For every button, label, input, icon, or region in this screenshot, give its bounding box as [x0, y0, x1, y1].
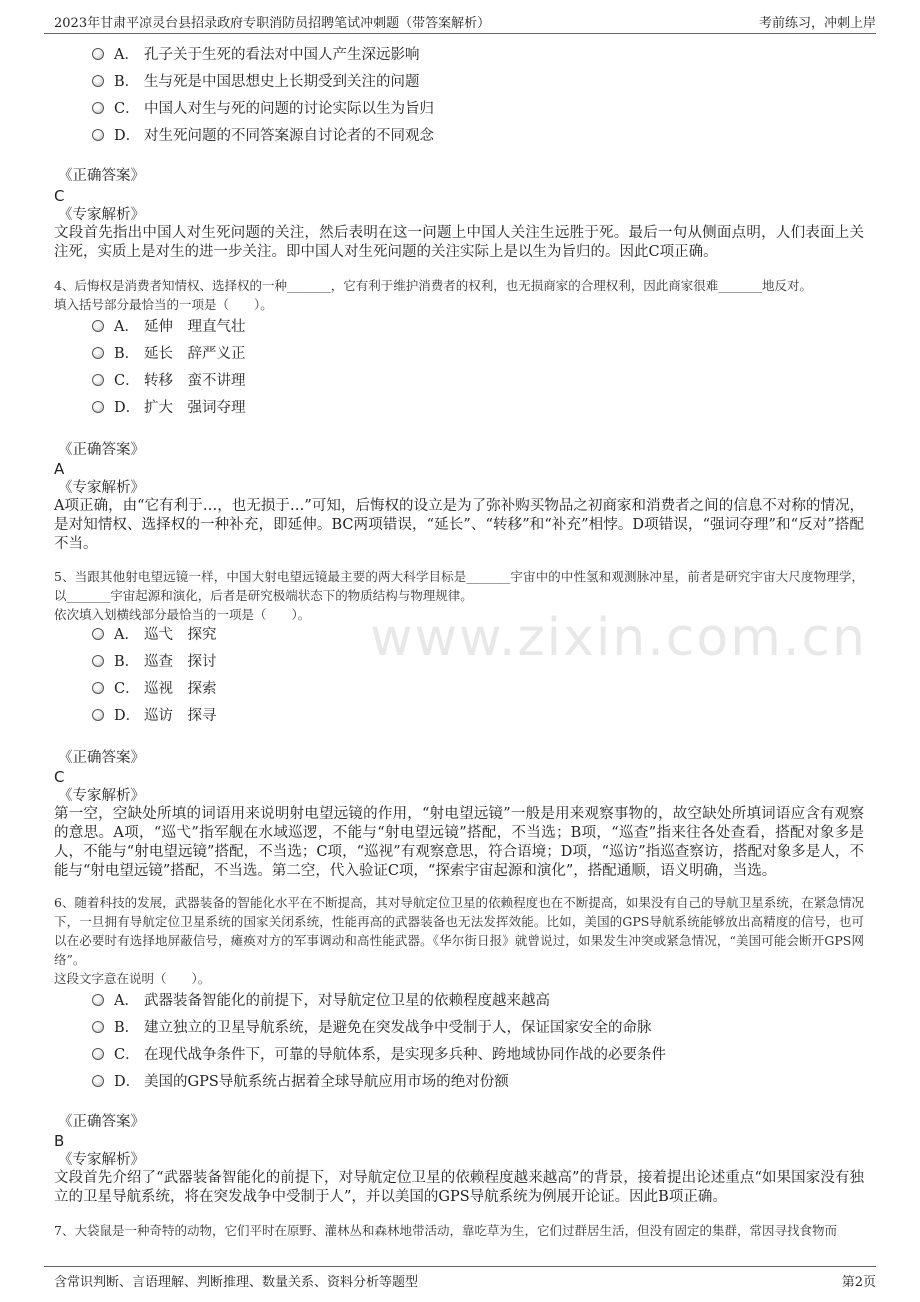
- radio-icon[interactable]: [92, 682, 104, 694]
- radio-icon[interactable]: [92, 1075, 104, 1087]
- question-stem: 7、大袋鼠是一种奇特的动物，它们平时在原野、灌林丛和森林地带活动，靠吃草为生，它们过群居生活，但没有固定的集群，常因寻找食物而: [54, 1223, 837, 1238]
- question-prompt: 依次填入划横线部分最恰当的一项是（ ）。: [54, 607, 311, 622]
- analysis-label: 《专家解析》: [58, 1152, 145, 1168]
- question-prompt: 填入括号部分最恰当的一项是（ ）。: [54, 297, 273, 312]
- header-divider: [44, 33, 876, 34]
- analysis-label: 《专家解析》: [58, 207, 145, 223]
- answer-value: A: [54, 460, 65, 478]
- radio-icon[interactable]: [92, 709, 104, 721]
- radio-icon[interactable]: [92, 320, 104, 332]
- option-d[interactable]: D． 扩大 强词夺理: [92, 395, 246, 421]
- analysis-text: 文段首先介绍了“武器装备智能化的前提下，对导航定位卫星的依赖程度越来越高”的背景，接着提出论述重点“如果国家没有独立的卫星导航系统，将在突发战争中受制于人”，并以美国的GPS导航系统为例展开论证。因此B项正确。: [54, 1170, 864, 1205]
- answer-value: C: [54, 187, 65, 205]
- option-b[interactable]: B． 建立独立的卫星导航系统，是避免在突发战争中受制于人，保证国家安全的命脉: [92, 1015, 652, 1041]
- page-number: 第2页: [841, 1275, 876, 1290]
- option-c[interactable]: C． 中国人对生与死的问题的讨论实际以生为旨归: [92, 96, 434, 122]
- question-stem: 5、当跟其他射电望远镜一样，中国大射电望远镜最主要的两大科学目标是_______宇宙中的中性氢和观测脉冲星，前者是研究宇宙大尺度物理学，以_______宇宙起源和演化，后者是研究极端状态下的物质结构与物理规律。: [54, 569, 864, 603]
- option-d[interactable]: D． 巡访 探寻: [92, 703, 217, 729]
- document-title: 2023年甘肃平凉灵台县招录政府专职消防员招聘笔试冲刺题（带答案解析）: [54, 16, 491, 31]
- option-b[interactable]: B． 延长 辞严义正: [92, 341, 246, 367]
- watermark: www.zixin.com.cn: [370, 608, 867, 668]
- radio-icon[interactable]: [92, 102, 104, 114]
- radio-icon[interactable]: [92, 347, 104, 359]
- option-c[interactable]: C． 转移 蛮不讲理: [92, 368, 246, 394]
- radio-icon[interactable]: [92, 1048, 104, 1060]
- question-stem: 6、随着科技的发展，武器装备的智能化水平在不断提高，其对导航定位卫星的依赖程度也在不断提高，如果没有自己的导航卫星系统，在紧急情况下，一旦拥有导航定位卫星系统的国家关闭系统，性能再高的武器装备也无法发挥效能。比如，美国的GPS导航系统能够放出高精度的信号，也可以在必要时有选择地屏蔽信号，瘫痪对方的军事调动和高性能武器。《华尔街日报》就曾说过，如果发生冲突或紧急情况，“美国可能会断开GPS网络”。: [54, 895, 864, 967]
- analysis-text: 文段首先指出中国人对生死问题的关注，然后表明在这一问题上中国人关注生远胜于死。最后一句从侧面点明，人们表面上关注死，实质上是对生的进一步关注。即中国人对生死问题的关注实际上是以生为旨归的。因此C项正确。: [54, 225, 864, 260]
- radio-icon[interactable]: [92, 401, 104, 413]
- option-a[interactable]: A． 武器装备智能化的前提下，对导航定位卫星的依赖程度越来越高: [92, 988, 550, 1014]
- option-a[interactable]: A． 延伸 理直气壮: [92, 314, 246, 340]
- radio-icon[interactable]: [92, 374, 104, 386]
- option-c[interactable]: C． 巡视 探索: [92, 676, 217, 702]
- page-header: [54, 12, 876, 32]
- answer-value: B: [54, 1132, 65, 1150]
- option-d[interactable]: D． 美国的GPS导航系统占据着全球导航应用市场的绝对份额: [92, 1069, 509, 1095]
- option-c[interactable]: C． 在现代战争条件下，可靠的导航体系，是实现多兵种、跨地域协同作战的必要条件: [92, 1042, 666, 1068]
- radio-icon[interactable]: [92, 628, 104, 640]
- radio-icon[interactable]: [92, 1021, 104, 1033]
- answer-value: C: [54, 768, 65, 786]
- option-b[interactable]: B． 生与死是中国思想史上长期受到关注的问题: [92, 69, 420, 95]
- radio-icon[interactable]: [92, 655, 104, 667]
- option-b[interactable]: B． 巡查 探讨: [92, 649, 217, 675]
- answer-label: 《正确答案》: [58, 442, 145, 458]
- answer-label: 《正确答案》: [58, 168, 145, 184]
- option-d[interactable]: D． 对生死问题的不同答案源自讨论者的不同观念: [92, 123, 434, 149]
- radio-icon[interactable]: [92, 48, 104, 60]
- question-prompt: 这段文字意在说明（ ）。: [54, 971, 211, 986]
- analysis-label: 《专家解析》: [58, 480, 145, 496]
- radio-icon[interactable]: [92, 75, 104, 87]
- header-slogan: 考前练习，冲刺上岸: [758, 16, 876, 31]
- analysis-label: 《专家解析》: [58, 788, 145, 804]
- answer-label: 《正确答案》: [58, 750, 145, 766]
- option-a[interactable]: A． 巡弋 探究: [92, 622, 217, 648]
- answer-label: 《正确答案》: [58, 1114, 145, 1130]
- analysis-text: A项正确，由“它有利于…，也无损于…”可知，后悔权的设立是为了弥补购买物品之初商家和消费者之间的信息不对称的情况，是对知情权、选择权的一种补充，即延伸。BC两项错误，“延长”、“转移”和“补充”相悖。D项错误，“强词夺理”和“反对”搭配不当。: [54, 498, 864, 552]
- radio-icon[interactable]: [92, 994, 104, 1006]
- radio-icon[interactable]: [92, 129, 104, 141]
- option-a[interactable]: A． 孔子关于生死的看法对中国人产生深远影响: [92, 42, 420, 68]
- footer-topics: 含常识判断、言语理解、判断推理、数量关系、资料分析等题型: [54, 1275, 419, 1290]
- analysis-text: 第一空，空缺处所填的词语用来说明射电望远镜的作用，“射电望远镜”一般是用来观察事物的，故空缺处所填词语应含有观察的意思。A项，“巡弋”指军舰在水域巡逻，不能与“射电望远镜”搭配，不当选；B项，“巡查”指来往各处查看，搭配对象多是人，不能与“射电望远镜”搭配，不当选；C项，“巡视”有观察意思，符合语境；D项，“巡访”指巡查察访，搭配对象多是人，不能与“射电望远镜”搭配，不当选。第二空，代入验证C项，“探索宇宙起源和演化”，搭配通顺，语义明确，当选。: [54, 806, 864, 879]
- question-stem: 4、后悔权是消费者知情权、选择权的一种_______，它有利于维护消费者的权利，也无损商家的合理权利，因此商家很难_______地反对。: [54, 278, 812, 293]
- footer-divider: [44, 1266, 876, 1267]
